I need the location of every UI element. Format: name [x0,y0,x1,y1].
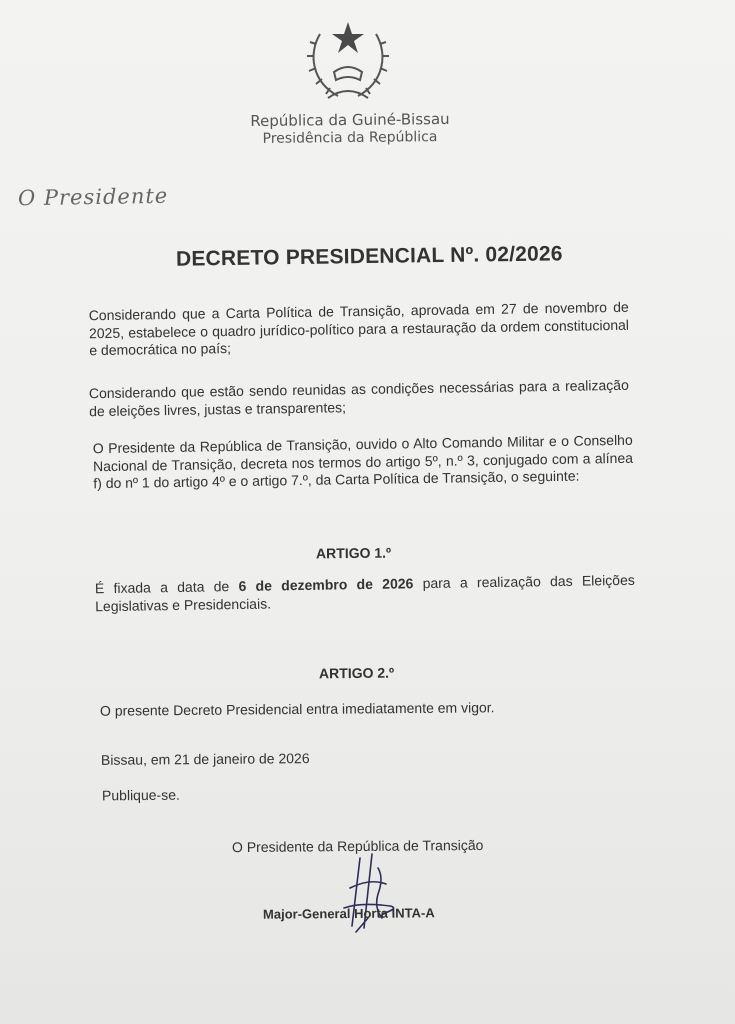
election-date: 6 de dezembro de 2026 [238,575,414,594]
publish-line: Publique-se. [101,786,180,804]
coat-of-arms-emblem [300,14,396,106]
signer-title: O Presidente da República de Transição [231,836,484,856]
office-name: Presidência da República [262,129,438,147]
article-1-text [95,572,635,615]
signer-name: Major-General Horta INTA-A [262,905,435,922]
preamble-paragraph-1: Considerando que a Carta Política de Transição, aprovada em 27 de novembro de 2025, estabelece o quadro jurídico-político para a restauração da ordem constitucional e democrática no país; [88,298,630,359]
article-2-text: O presente Decreto Presidencial entra imediatamente em vigor. [99,699,495,719]
decree-title: DECRETO PRESIDENCIAL Nº. 02/2026 [175,242,563,271]
article-1-text-after: para a realização das Eleições Legislativas e Presidenciais. [95,571,635,614]
article-1-text-before: É fixada a data de [94,577,239,597]
country-name: República da Guiné-Bissau [250,109,450,131]
article-2-heading: ARTIGO 2.º [318,664,395,682]
preamble-paragraph-3: O Presidente da República de Transição, ouvido o Alto Comando Militar e o Conselho Nacional de Transição, decreta nos termos do artigo 5º, n.º 3, conjugado com a alínea f) do nº 1 do artigo 4º e o artigo 7.º, da Carta Política de Transição, o seguinte: [92,431,634,492]
place-date: Bissau, em 21 de janeiro de 2026 [100,750,310,768]
from-line: O Presidente [17,183,169,211]
preamble-paragraph-2: Considerando que estão sendo reunidas as condições necessárias para a realização de eleições livres, justas e transparentes; [88,376,629,419]
article-1-heading: ARTIGO 1.º [315,544,392,562]
